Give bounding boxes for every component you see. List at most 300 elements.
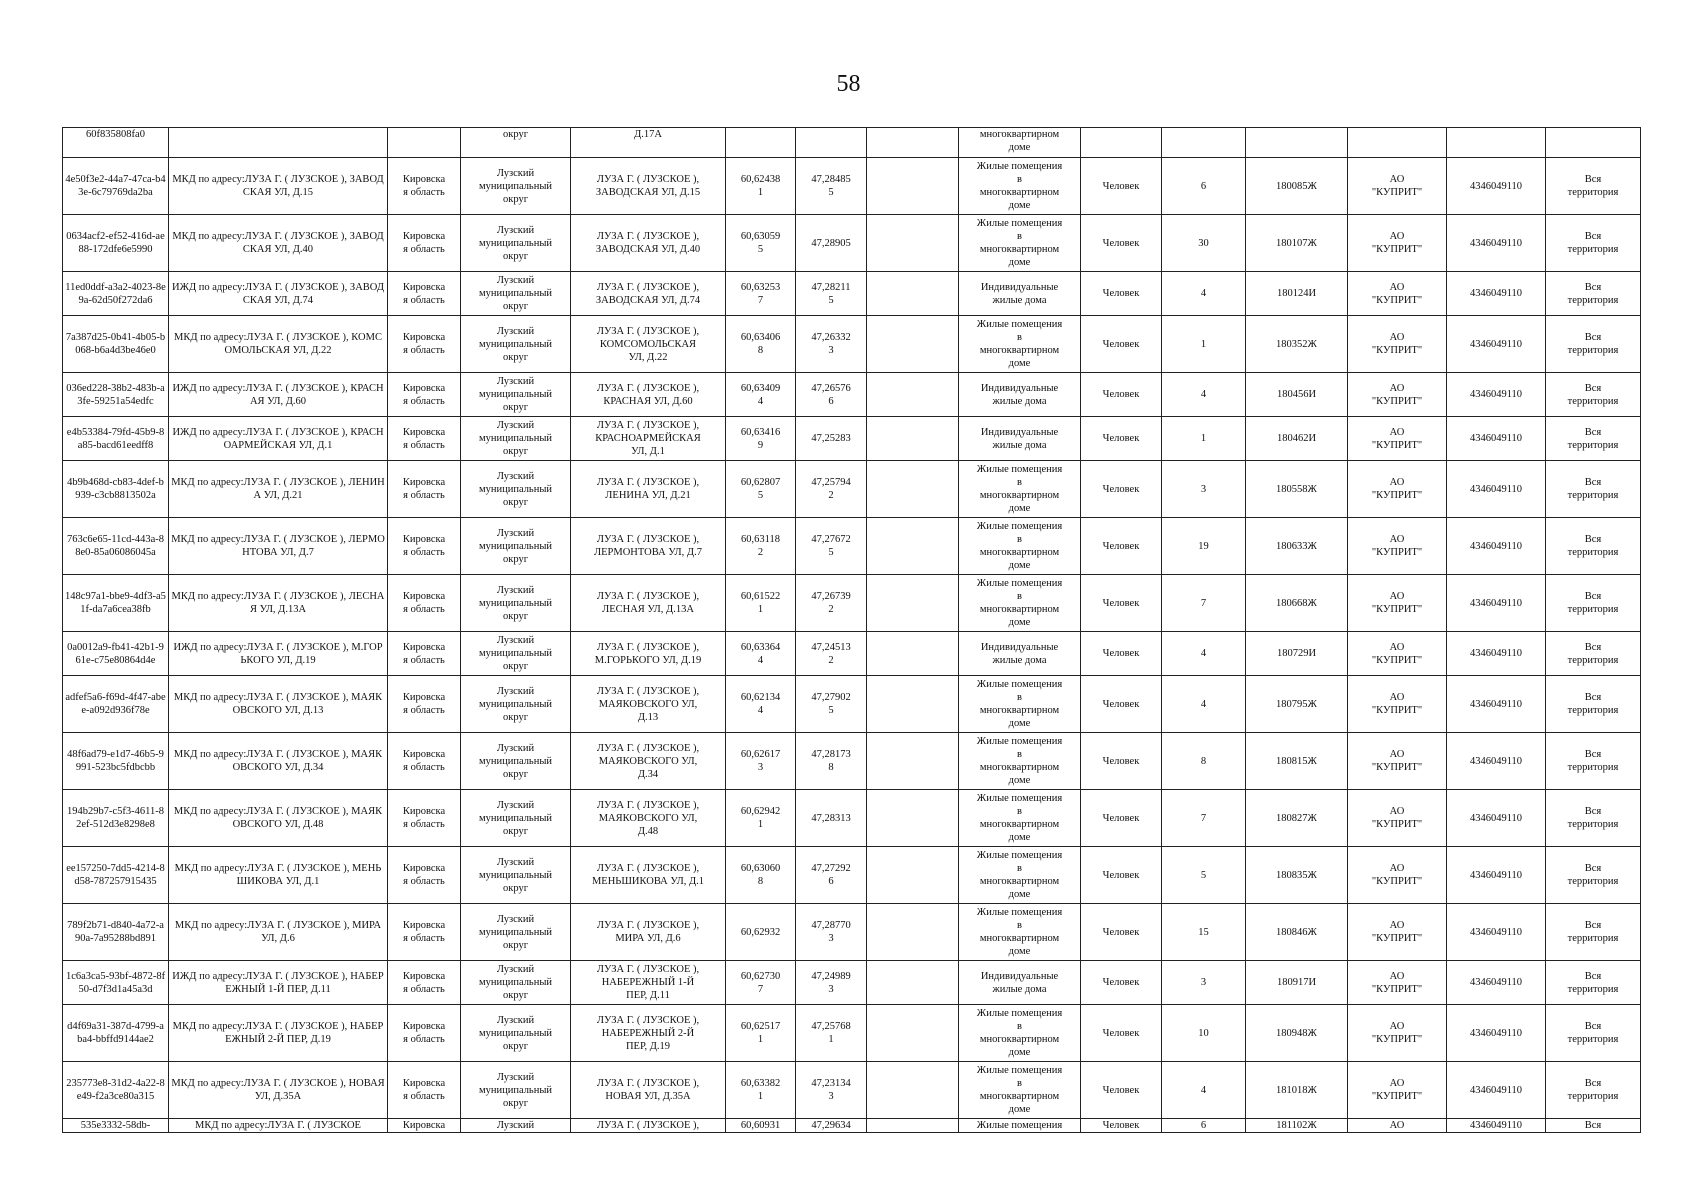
address-cell: МКД по адресу:ЛУЗА Г. ( ЛУЗСКОЕ ), КОМСОМОЛЬСКАЯ УЛ, Д.22 [169, 316, 388, 373]
empty-cell [867, 1119, 959, 1133]
longitude-cell: 47,28485 5 [796, 158, 867, 215]
latitude-cell: 60,60931 [726, 1119, 796, 1133]
table-row [63, 676, 1641, 733]
location-cell: ЛУЗА Г. ( ЛУЗСКОЕ ), ЛЕСНАЯ УЛ, Д.13А [571, 575, 726, 632]
code-cell: 181018Ж [1246, 1062, 1348, 1119]
inn-cell [1447, 128, 1546, 158]
territory-cell: Вся территория [1546, 733, 1641, 790]
id-cell: 11ed0ddf-a3a2-4023-8e9a-62d50f272da6 [63, 272, 169, 316]
empty-cell [867, 733, 959, 790]
region-cell: Кировска я область [388, 575, 461, 632]
district-cell: Лузский муниципальный округ [461, 417, 571, 461]
address-cell: МКД по адресу:ЛУЗА Г. ( ЛУЗСКОЕ ), МАЯКОВСКОГО УЛ, Д.48 [169, 790, 388, 847]
code-cell: 181102Ж [1246, 1119, 1348, 1133]
latitude-cell [726, 128, 796, 158]
longitude-cell: 47,24989 3 [796, 961, 867, 1005]
district-cell: Лузский муниципальный округ [461, 1005, 571, 1062]
inn-cell: 4346049110 [1447, 847, 1546, 904]
district-cell: Лузский муниципальный округ [461, 790, 571, 847]
table-row [63, 961, 1641, 1005]
latitude-cell: 60,63253 7 [726, 272, 796, 316]
object-type-cell: Жилые помещения в многоквартирном доме [959, 676, 1081, 733]
empty-cell [867, 158, 959, 215]
count-cell: 4 [1162, 373, 1246, 417]
longitude-cell: 47,27902 5 [796, 676, 867, 733]
id-cell: adfef5a6-f69d-4f47-abee-a092d936f78e [63, 676, 169, 733]
latitude-cell: 60,63364 4 [726, 632, 796, 676]
empty-cell [867, 790, 959, 847]
inn-cell: 4346049110 [1447, 575, 1546, 632]
id-cell: 4b9b468d-cb83-4def-b939-c3cb8813502a [63, 461, 169, 518]
location-cell: Д.17А [571, 128, 726, 158]
region-cell: Кировска я область [388, 461, 461, 518]
empty-cell [867, 1062, 959, 1119]
table-row [63, 316, 1641, 373]
location-cell: ЛУЗА Г. ( ЛУЗСКОЕ ), ЗАВОДСКАЯ УЛ, Д.15 [571, 158, 726, 215]
district-cell: Лузский муниципальный округ [461, 158, 571, 215]
empty-cell [867, 518, 959, 575]
count-cell: 30 [1162, 215, 1246, 272]
district-cell: Лузский муниципальный округ [461, 1062, 571, 1119]
address-cell: ИЖД по адресу:ЛУЗА Г. ( ЛУЗСКОЕ ), НАБЕРЕЖНЫЙ 1-Й ПЕР, Д.11 [169, 961, 388, 1005]
organization-cell [1348, 128, 1447, 158]
organization-cell: АО "КУПРИТ" [1348, 373, 1447, 417]
empty-cell [867, 272, 959, 316]
organization-cell: АО "КУПРИТ" [1348, 215, 1447, 272]
territory-cell: Вся территория [1546, 1005, 1641, 1062]
region-cell: Кировска я область [388, 961, 461, 1005]
region-cell: Кировска я область [388, 158, 461, 215]
address-cell: МКД по адресу:ЛУЗА Г. ( ЛУЗСКОЕ ), ЛЕРМОНТОВА УЛ, Д.7 [169, 518, 388, 575]
longitude-cell: 47,27672 5 [796, 518, 867, 575]
territory-cell: Вся [1546, 1119, 1641, 1133]
code-cell: 180668Ж [1246, 575, 1348, 632]
table-row [63, 790, 1641, 847]
address-cell: ИЖД по адресу:ЛУЗА Г. ( ЛУЗСКОЕ ), КРАСНАЯ УЛ, Д.60 [169, 373, 388, 417]
organization-cell: АО "КУПРИТ" [1348, 676, 1447, 733]
unit-cell: Человек [1081, 1062, 1162, 1119]
id-cell: 194b29b7-c5f3-4611-82ef-512d3e8298e8 [63, 790, 169, 847]
object-type-cell: Индивидуальные жилые дома [959, 373, 1081, 417]
organization-cell: АО "КУПРИТ" [1348, 847, 1447, 904]
latitude-cell: 60,63118 2 [726, 518, 796, 575]
table-row [63, 128, 1641, 158]
unit-cell: Человек [1081, 847, 1162, 904]
region-cell: Кировска я область [388, 632, 461, 676]
latitude-cell: 60,63416 9 [726, 417, 796, 461]
object-type-cell: Жилые помещения в многоквартирном доме [959, 316, 1081, 373]
territory-cell: Вся территория [1546, 373, 1641, 417]
organization-cell: АО "КУПРИТ" [1348, 904, 1447, 961]
region-cell: Кировска я область [388, 733, 461, 790]
inn-cell: 4346049110 [1447, 417, 1546, 461]
code-cell: 180456И [1246, 373, 1348, 417]
inn-cell: 4346049110 [1447, 961, 1546, 1005]
unit-cell: Человек [1081, 1119, 1162, 1133]
territory-cell: Вся территория [1546, 518, 1641, 575]
location-cell: ЛУЗА Г. ( ЛУЗСКОЕ ), НАБЕРЕЖНЫЙ 2-Й ПЕР, Д.19 [571, 1005, 726, 1062]
longitude-cell: 47,28905 [796, 215, 867, 272]
latitude-cell: 60,63382 1 [726, 1062, 796, 1119]
organization-cell: АО "КУПРИТ" [1348, 790, 1447, 847]
id-cell: ee157250-7dd5-4214-8d58-787257915435 [63, 847, 169, 904]
empty-cell [867, 316, 959, 373]
location-cell: ЛУЗА Г. ( ЛУЗСКОЕ ), [571, 1119, 726, 1133]
unit-cell: Человек [1081, 316, 1162, 373]
district-cell: Лузский муниципальный округ [461, 632, 571, 676]
empty-cell [867, 461, 959, 518]
region-cell: Кировска я область [388, 373, 461, 417]
latitude-cell: 60,63406 8 [726, 316, 796, 373]
code-cell: 180729И [1246, 632, 1348, 676]
latitude-cell: 60,62730 7 [726, 961, 796, 1005]
unit-cell [1081, 128, 1162, 158]
code-cell [1246, 128, 1348, 158]
object-type-cell: Жилые помещения в многоквартирном доме [959, 158, 1081, 215]
code-cell: 180633Ж [1246, 518, 1348, 575]
longitude-cell: 47,26739 2 [796, 575, 867, 632]
id-cell: 48f6ad79-e1d7-46b5-9991-523bc5fdbcbb [63, 733, 169, 790]
territory-cell: Вся территория [1546, 158, 1641, 215]
longitude-cell: 47,25283 [796, 417, 867, 461]
object-type-cell: Жилые помещения в многоквартирном доме [959, 1005, 1081, 1062]
object-type-cell: Жилые помещения в многоквартирном доме [959, 847, 1081, 904]
organization-cell: АО "КУПРИТ" [1348, 272, 1447, 316]
region-cell: Кировска я область [388, 904, 461, 961]
code-cell: 180815Ж [1246, 733, 1348, 790]
territory-cell: Вся территория [1546, 632, 1641, 676]
empty-cell [867, 904, 959, 961]
address-cell: ИЖД по адресу:ЛУЗА Г. ( ЛУЗСКОЕ ), КРАСНОАРМЕЙСКАЯ УЛ, Д.1 [169, 417, 388, 461]
region-cell: Кировска я область [388, 417, 461, 461]
address-cell: МКД по адресу:ЛУЗА Г. ( ЛУЗСКОЕ ), МАЯКОВСКОГО УЛ, Д.13 [169, 676, 388, 733]
region-cell: Кировска я область [388, 790, 461, 847]
count-cell [1162, 128, 1246, 158]
count-cell: 4 [1162, 676, 1246, 733]
district-cell: округ [461, 128, 571, 158]
id-cell: e4b53384-79fd-45b9-8a85-bacd61eedff8 [63, 417, 169, 461]
address-cell: МКД по адресу:ЛУЗА Г. ( ЛУЗСКОЕ ), ЗАВОДСКАЯ УЛ, Д.40 [169, 215, 388, 272]
territory-cell: Вся территория [1546, 961, 1641, 1005]
organization-cell: АО "КУПРИТ" [1348, 632, 1447, 676]
inn-cell: 4346049110 [1447, 1062, 1546, 1119]
address-cell: МКД по адресу:ЛУЗА Г. ( ЛУЗСКОЕ ), МАЯКОВСКОГО УЛ, Д.34 [169, 733, 388, 790]
table-row [63, 215, 1641, 272]
inn-cell: 4346049110 [1447, 158, 1546, 215]
latitude-cell: 60,63060 8 [726, 847, 796, 904]
unit-cell: Человек [1081, 904, 1162, 961]
address-cell: МКД по адресу:ЛУЗА Г. ( ЛУЗСКОЕ ), НАБЕРЕЖНЫЙ 2-Й ПЕР, Д.19 [169, 1005, 388, 1062]
location-cell: ЛУЗА Г. ( ЛУЗСКОЕ ), ЗАВОДСКАЯ УЛ, Д.40 [571, 215, 726, 272]
address-cell: МКД по адресу:ЛУЗА Г. ( ЛУЗСКОЕ [169, 1119, 388, 1133]
id-cell: 535e3332-58db- [63, 1119, 169, 1133]
organization-cell: АО "КУПРИТ" [1348, 1005, 1447, 1062]
address-cell: МКД по адресу:ЛУЗА Г. ( ЛУЗСКОЕ ), ЗАВОДСКАЯ УЛ, Д.15 [169, 158, 388, 215]
table-row [63, 733, 1641, 790]
inn-cell: 4346049110 [1447, 316, 1546, 373]
longitude-cell: 47,26576 6 [796, 373, 867, 417]
location-cell: ЛУЗА Г. ( ЛУЗСКОЕ ), МАЯКОВСКОГО УЛ, Д.13 [571, 676, 726, 733]
code-cell: 180827Ж [1246, 790, 1348, 847]
latitude-cell: 60,63409 4 [726, 373, 796, 417]
address-cell: ИЖД по адресу:ЛУЗА Г. ( ЛУЗСКОЕ ), ЗАВОДСКАЯ УЛ, Д.74 [169, 272, 388, 316]
organization-cell: АО "КУПРИТ" [1348, 1062, 1447, 1119]
count-cell: 15 [1162, 904, 1246, 961]
region-cell: Кировска я область [388, 847, 461, 904]
code-cell: 180795Ж [1246, 676, 1348, 733]
district-cell: Лузский муниципальный округ [461, 316, 571, 373]
latitude-cell: 60,62438 1 [726, 158, 796, 215]
empty-cell [867, 961, 959, 1005]
unit-cell: Человек [1081, 158, 1162, 215]
inn-cell: 4346049110 [1447, 518, 1546, 575]
location-cell: ЛУЗА Г. ( ЛУЗСКОЕ ), КРАСНОАРМЕЙСКАЯ УЛ, Д.1 [571, 417, 726, 461]
address-cell: МКД по адресу:ЛУЗА Г. ( ЛУЗСКОЕ ), НОВАЯ УЛ, Д.35А [169, 1062, 388, 1119]
unit-cell: Человек [1081, 733, 1162, 790]
latitude-cell: 60,61522 1 [726, 575, 796, 632]
id-cell: 789f2b71-d840-4a72-a90a-7a95288bd891 [63, 904, 169, 961]
table-row [63, 158, 1641, 215]
inn-cell: 4346049110 [1447, 215, 1546, 272]
organization-cell: АО [1348, 1119, 1447, 1133]
territory-cell [1546, 128, 1641, 158]
region-cell [388, 128, 461, 158]
id-cell: 0634acf2-ef52-416d-ae88-172dfe6e5990 [63, 215, 169, 272]
table-row [63, 373, 1641, 417]
inn-cell: 4346049110 [1447, 676, 1546, 733]
district-cell: Лузский муниципальный округ [461, 215, 571, 272]
table-row [63, 417, 1641, 461]
district-cell: Лузский муниципальный округ [461, 733, 571, 790]
address-cell [169, 128, 388, 158]
latitude-cell: 60,62134 4 [726, 676, 796, 733]
district-cell: Лузский муниципальный округ [461, 575, 571, 632]
latitude-cell: 60,62807 5 [726, 461, 796, 518]
inn-cell: 4346049110 [1447, 733, 1546, 790]
object-type-cell: Жилые помещения в многоквартирном доме [959, 904, 1081, 961]
organization-cell: АО "КУПРИТ" [1348, 158, 1447, 215]
latitude-cell: 60,63059 5 [726, 215, 796, 272]
inn-cell: 4346049110 [1447, 632, 1546, 676]
object-type-cell: Индивидуальные жилые дома [959, 417, 1081, 461]
count-cell: 7 [1162, 575, 1246, 632]
longitude-cell: 47,28770 3 [796, 904, 867, 961]
location-cell: ЛУЗА Г. ( ЛУЗСКОЕ ), ЛЕНИНА УЛ, Д.21 [571, 461, 726, 518]
object-type-cell: Жилые помещения в многоквартирном доме [959, 575, 1081, 632]
inn-cell: 4346049110 [1447, 1005, 1546, 1062]
location-cell: ЛУЗА Г. ( ЛУЗСКОЕ ), КРАСНАЯ УЛ, Д.60 [571, 373, 726, 417]
table-row [63, 518, 1641, 575]
location-cell: ЛУЗА Г. ( ЛУЗСКОЕ ), КОМСОМОЛЬСКАЯ УЛ, Д.22 [571, 316, 726, 373]
region-cell: Кировска я область [388, 1062, 461, 1119]
address-cell: ИЖД по адресу:ЛУЗА Г. ( ЛУЗСКОЕ ), М.ГОРЬКОГО УЛ, Д.19 [169, 632, 388, 676]
count-cell: 4 [1162, 1062, 1246, 1119]
longitude-cell: 47,27292 6 [796, 847, 867, 904]
count-cell: 6 [1162, 1119, 1246, 1133]
location-cell: ЛУЗА Г. ( ЛУЗСКОЕ ), ЛЕРМОНТОВА УЛ, Д.7 [571, 518, 726, 575]
count-cell: 6 [1162, 158, 1246, 215]
location-cell: ЛУЗА Г. ( ЛУЗСКОЕ ), МИРА УЛ, Д.6 [571, 904, 726, 961]
count-cell: 1 [1162, 316, 1246, 373]
object-type-cell: Жилые помещения в многоквартирном доме [959, 1062, 1081, 1119]
code-cell: 180107Ж [1246, 215, 1348, 272]
empty-cell [867, 847, 959, 904]
page-number: 58 [836, 71, 861, 97]
code-cell: 180835Ж [1246, 847, 1348, 904]
region-cell: Кировска [388, 1119, 461, 1133]
id-cell: 7a387d25-0b41-4b05-b068-b6a4d3be46e0 [63, 316, 169, 373]
code-cell: 180917И [1246, 961, 1348, 1005]
object-type-cell: Жилые помещения в многоквартирном доме [959, 215, 1081, 272]
longitude-cell: 47,26332 3 [796, 316, 867, 373]
longitude-cell: 47,24513 2 [796, 632, 867, 676]
table-row [63, 632, 1641, 676]
id-cell: 4e50f3e2-44a7-47ca-b43e-6c79769da2ba [63, 158, 169, 215]
table-row [63, 461, 1641, 518]
location-cell: ЛУЗА Г. ( ЛУЗСКОЕ ), НОВАЯ УЛ, Д.35А [571, 1062, 726, 1119]
region-cell: Кировска я область [388, 215, 461, 272]
organization-cell: АО "КУПРИТ" [1348, 316, 1447, 373]
code-cell: 180085Ж [1246, 158, 1348, 215]
region-cell: Кировска я область [388, 272, 461, 316]
region-cell: Кировска я область [388, 676, 461, 733]
code-cell: 180352Ж [1246, 316, 1348, 373]
location-cell: ЛУЗА Г. ( ЛУЗСКОЕ ), МЕНЬШИКОВА УЛ, Д.1 [571, 847, 726, 904]
latitude-cell: 60,62932 [726, 904, 796, 961]
id-cell: d4f69a31-387d-4799-aba4-bbffd9144ae2 [63, 1005, 169, 1062]
latitude-cell: 60,62517 1 [726, 1005, 796, 1062]
territory-cell: Вся территория [1546, 790, 1641, 847]
longitude-cell: 47,25768 1 [796, 1005, 867, 1062]
count-cell: 5 [1162, 847, 1246, 904]
territory-cell: Вся территория [1546, 575, 1641, 632]
count-cell: 7 [1162, 790, 1246, 847]
district-cell: Лузский муниципальный округ [461, 461, 571, 518]
location-cell: ЛУЗА Г. ( ЛУЗСКОЕ ), НАБЕРЕЖНЫЙ 1-Й ПЕР, Д.11 [571, 961, 726, 1005]
table-row [63, 1005, 1641, 1062]
longitude-cell: 47,29634 [796, 1119, 867, 1133]
territory-cell: Вся территория [1546, 1062, 1641, 1119]
empty-cell [867, 632, 959, 676]
object-type-cell: многоквартирном доме [959, 128, 1081, 158]
unit-cell: Человек [1081, 632, 1162, 676]
territory-cell: Вся территория [1546, 676, 1641, 733]
unit-cell: Человек [1081, 790, 1162, 847]
unit-cell: Человек [1081, 676, 1162, 733]
longitude-cell: 47,23134 3 [796, 1062, 867, 1119]
id-cell: 0a0012a9-fb41-42b1-961e-c75e80864d4e [63, 632, 169, 676]
count-cell: 4 [1162, 632, 1246, 676]
empty-cell [867, 417, 959, 461]
inn-cell: 4346049110 [1447, 272, 1546, 316]
code-cell: 180846Ж [1246, 904, 1348, 961]
longitude-cell: 47,28211 5 [796, 272, 867, 316]
longitude-cell: 47,25794 2 [796, 461, 867, 518]
code-cell: 180558Ж [1246, 461, 1348, 518]
unit-cell: Человек [1081, 373, 1162, 417]
object-type-cell: Жилые помещения в многоквартирном доме [959, 518, 1081, 575]
territory-cell: Вся территория [1546, 417, 1641, 461]
unit-cell: Человек [1081, 215, 1162, 272]
table-row [63, 904, 1641, 961]
longitude-cell: 47,28313 [796, 790, 867, 847]
table-row [63, 1062, 1641, 1119]
district-cell: Лузский муниципальный округ [461, 904, 571, 961]
district-cell: Лузский муниципальный округ [461, 373, 571, 417]
id-cell: 148c97a1-bbe9-4df3-a51f-da7a6cea38fb [63, 575, 169, 632]
region-cell: Кировска я область [388, 518, 461, 575]
empty-cell [867, 128, 959, 158]
object-type-cell: Жилые помещения [959, 1119, 1081, 1133]
table-row [63, 847, 1641, 904]
longitude-cell: 47,28173 8 [796, 733, 867, 790]
count-cell: 10 [1162, 1005, 1246, 1062]
unit-cell: Человек [1081, 461, 1162, 518]
empty-cell [867, 676, 959, 733]
unit-cell: Человек [1081, 417, 1162, 461]
district-cell: Лузский муниципальный округ [461, 961, 571, 1005]
object-type-cell: Индивидуальные жилые дома [959, 961, 1081, 1005]
location-cell: ЛУЗА Г. ( ЛУЗСКОЕ ), ЗАВОДСКАЯ УЛ, Д.74 [571, 272, 726, 316]
territory-cell: Вся территория [1546, 904, 1641, 961]
object-type-cell: Жилые помещения в многоквартирном доме [959, 790, 1081, 847]
table-row [63, 272, 1641, 316]
location-cell: ЛУЗА Г. ( ЛУЗСКОЕ ), МАЯКОВСКОГО УЛ, Д.34 [571, 733, 726, 790]
territory-cell: Вся территория [1546, 272, 1641, 316]
unit-cell: Человек [1081, 575, 1162, 632]
empty-cell [867, 575, 959, 632]
inn-cell: 4346049110 [1447, 904, 1546, 961]
unit-cell: Человек [1081, 961, 1162, 1005]
code-cell: 180948Ж [1246, 1005, 1348, 1062]
object-type-cell: Жилые помещения в многоквартирном доме [959, 461, 1081, 518]
code-cell: 180462И [1246, 417, 1348, 461]
latitude-cell: 60,62942 1 [726, 790, 796, 847]
region-cell: Кировска я область [388, 316, 461, 373]
territory-cell: Вся территория [1546, 461, 1641, 518]
longitude-cell [796, 128, 867, 158]
organization-cell: АО "КУПРИТ" [1348, 961, 1447, 1005]
organization-cell: АО "КУПРИТ" [1348, 518, 1447, 575]
unit-cell: Человек [1081, 1005, 1162, 1062]
empty-cell [867, 373, 959, 417]
count-cell: 3 [1162, 461, 1246, 518]
district-cell: Лузский [461, 1119, 571, 1133]
object-type-cell: Индивидуальные жилые дома [959, 272, 1081, 316]
organization-cell: АО "КУПРИТ" [1348, 575, 1447, 632]
organization-cell: АО "КУПРИТ" [1348, 461, 1447, 518]
id-cell: 763c6e65-11cd-443a-88e0-85a06086045a [63, 518, 169, 575]
code-cell: 180124И [1246, 272, 1348, 316]
latitude-cell: 60,62617 3 [726, 733, 796, 790]
address-cell: МКД по адресу:ЛУЗА Г. ( ЛУЗСКОЕ ), МЕНЬШИКОВА УЛ, Д.1 [169, 847, 388, 904]
id-cell: 60f835808fa0 [63, 128, 169, 158]
count-cell: 19 [1162, 518, 1246, 575]
territory-cell: Вся территория [1546, 215, 1641, 272]
inn-cell: 4346049110 [1447, 373, 1546, 417]
empty-cell [867, 1005, 959, 1062]
district-cell: Лузский муниципальный округ [461, 272, 571, 316]
territory-cell: Вся территория [1546, 847, 1641, 904]
organization-cell: АО "КУПРИТ" [1348, 417, 1447, 461]
count-cell: 1 [1162, 417, 1246, 461]
inn-cell: 4346049110 [1447, 461, 1546, 518]
inn-cell: 4346049110 [1447, 1119, 1546, 1133]
count-cell: 8 [1162, 733, 1246, 790]
region-cell: Кировска я область [388, 1005, 461, 1062]
object-type-cell: Жилые помещения в многоквартирном доме [959, 733, 1081, 790]
location-cell: ЛУЗА Г. ( ЛУЗСКОЕ ), МАЯКОВСКОГО УЛ, Д.48 [571, 790, 726, 847]
